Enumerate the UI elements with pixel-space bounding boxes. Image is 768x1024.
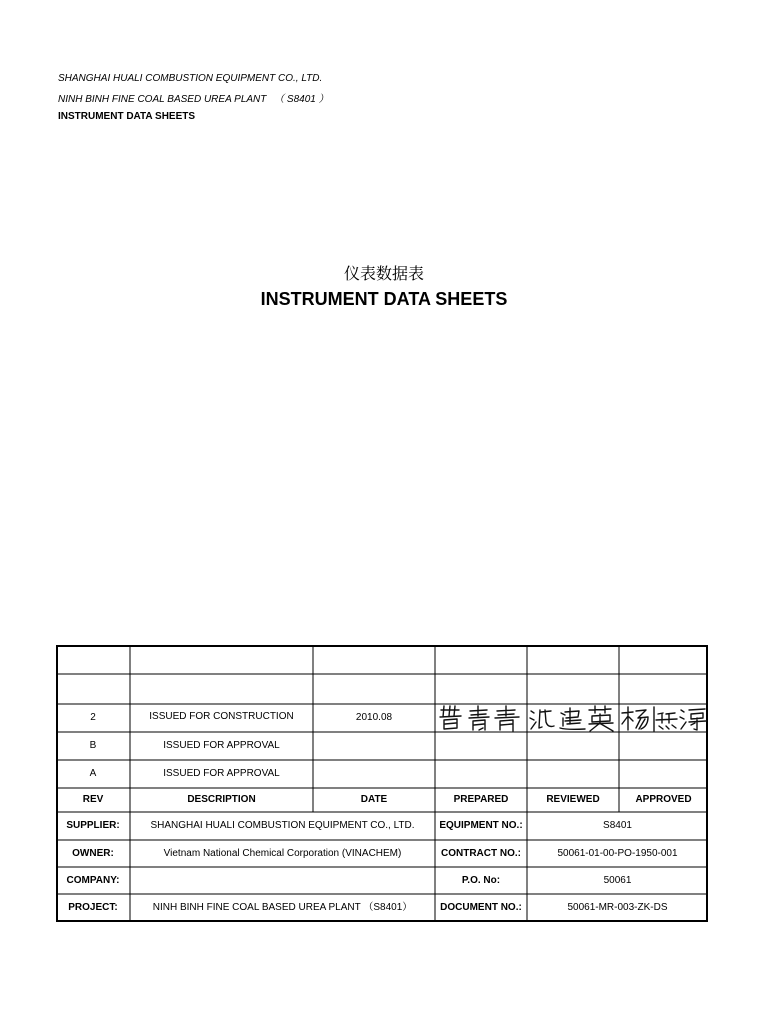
signature-approved-image [619, 704, 708, 732]
description-header: DESCRIPTION [187, 794, 256, 805]
title-block-table [56, 645, 708, 922]
description-cell: ISSUED FOR APPROVAL [163, 740, 280, 751]
project-value: NINH BINH FINE COAL BASED UREA PLANT （S8401） [152, 902, 413, 913]
po-label: P.O. No: [461, 874, 501, 886]
prepared-header: PREPARED [453, 794, 509, 805]
equipment-value: S8401 [603, 820, 632, 831]
rev-cell: 2 [90, 712, 96, 723]
project-label: PROJECT: [68, 902, 118, 913]
company-value [130, 867, 435, 894]
rev-cell: A [89, 768, 97, 779]
company-label: COMPANY: [66, 874, 120, 886]
description-cell: ISSUED FOR CONSTRUCTION [149, 711, 294, 722]
reviewed-header: REVIEWED [546, 794, 600, 805]
equipment-label: EQUIPMENT NO.: [439, 820, 523, 831]
date-cell [313, 732, 435, 760]
contract-value: 50061-01-00-PO-1950-001 [557, 847, 678, 859]
supplier-value: SHANGHAI HUALI COMBUSTION EQUIPMENT CO., LTD. [150, 820, 415, 831]
po-value: 50061 [603, 874, 632, 886]
approved-header: APPROVED [635, 794, 692, 805]
header-doc-type: INSTRUMENT DATA SHEETS [58, 111, 196, 122]
date-cell [313, 760, 435, 788]
document-label: DOCUMENT NO.: [440, 902, 522, 913]
rev-header: REV [82, 794, 104, 805]
prepared-signature [435, 704, 527, 732]
document-value: 50061-MR-003-ZK-DS [567, 902, 668, 913]
date-cell: 2010.08 [355, 712, 393, 723]
contract-label: CONTRACT NO.: [441, 847, 521, 859]
approved-signature [619, 704, 708, 732]
date-header: DATE [360, 794, 388, 805]
header-project: NINH BINH FINE COAL BASED UREA PLANT （ S8401 ） [58, 94, 329, 105]
title-chinese: 仪表数据表 [343, 264, 424, 283]
supplier-label: SUPPLIER: [66, 820, 120, 831]
rev-cell: B [89, 740, 97, 751]
reviewed-signature [527, 704, 619, 732]
owner-value: Vietnam National Chemical Corporation (VINACHEM) [163, 847, 402, 859]
title-english: INSTRUMENT DATA SHEETS [260, 289, 508, 309]
signature-reviewed-image [527, 704, 619, 732]
description-cell: ISSUED FOR APPROVAL [163, 768, 280, 779]
signature-prepared-image [435, 704, 527, 732]
header-company: SHANGHAI HUALI COMBUSTION EQUIPMENT CO., LTD. [58, 73, 323, 84]
owner-label: OWNER: [72, 847, 114, 859]
